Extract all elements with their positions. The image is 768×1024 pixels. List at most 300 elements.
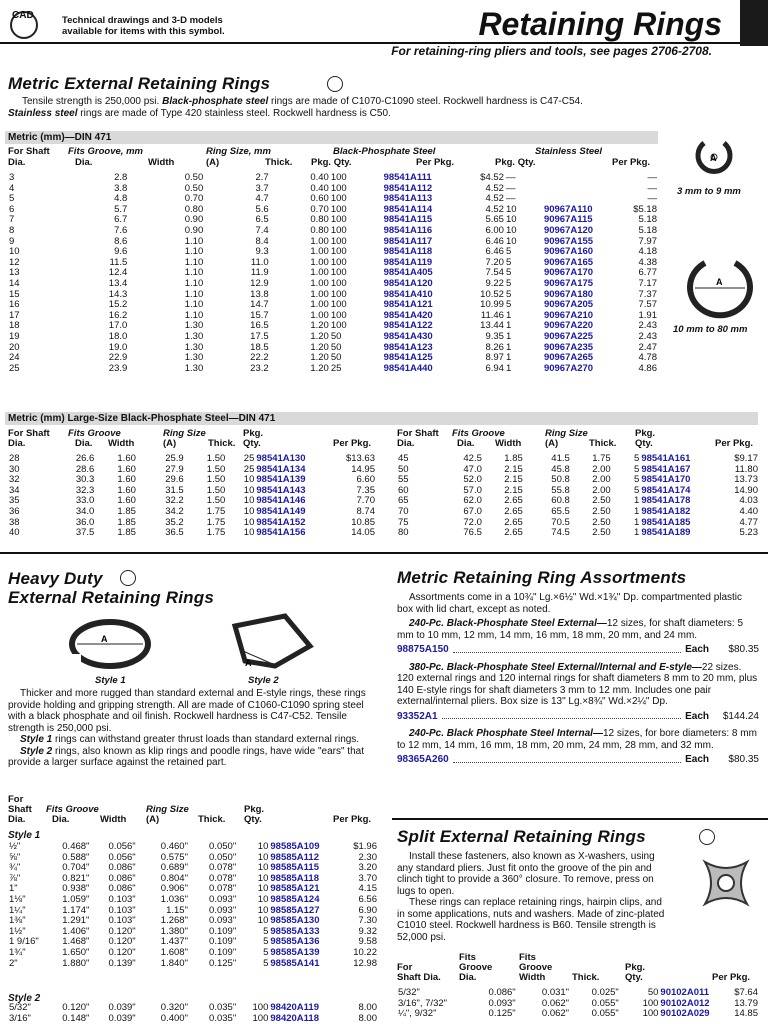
- assortment-item: [397, 728, 759, 766]
- part-number-link[interactable]: 98420A119: [270, 1002, 319, 1013]
- table-cell: 10: [505, 224, 517, 236]
- table-cell: 0.80: [310, 214, 329, 226]
- table-cell: 80: [398, 527, 409, 539]
- table-cell: 60: [398, 484, 409, 496]
- table-row: [397, 1009, 759, 1020]
- table-cell: 0.120": [108, 936, 136, 948]
- table-cell: 5: [505, 246, 512, 258]
- table-cell: 9.6: [114, 246, 128, 258]
- part-number-link[interactable]: 98541A120: [383, 277, 433, 289]
- table-cell: 0.804": [160, 872, 188, 884]
- table-cell: 19: [9, 330, 20, 342]
- table-cell: 1.50: [206, 453, 226, 464]
- table-cell: 4.40: [739, 505, 758, 517]
- table-cell: 12: [9, 256, 20, 268]
- table-cell: —: [505, 182, 516, 194]
- part-number-link[interactable]: 98420A118: [270, 1012, 319, 1024]
- table-cell: 0.103": [108, 893, 136, 905]
- table-cell: 0.70: [310, 203, 329, 215]
- table-cell: 4.52: [485, 182, 504, 194]
- table-cell: 35: [9, 495, 20, 507]
- table-cell: 0.035": [209, 1012, 237, 1024]
- part-number-link[interactable]: 98585A136: [270, 936, 320, 948]
- part-number-link[interactable]: 90967A165: [543, 256, 594, 268]
- table-cell: 23.9: [108, 362, 128, 374]
- assortment-name: 240-Pc. Black-Phosphate Steel External—: [409, 618, 607, 629]
- table-cell: 5/32": [9, 1002, 31, 1013]
- table-cell: 1.20: [310, 352, 329, 364]
- table-cell: 12.9: [250, 277, 269, 289]
- part-number-link[interactable]: 98585A115: [270, 862, 319, 874]
- part-number-link[interactable]: 98541A143: [256, 484, 306, 496]
- table-cell: 4.86: [638, 362, 657, 374]
- table-cell: 30.3: [75, 474, 95, 486]
- part-number-link[interactable]: 98541A174: [641, 484, 691, 496]
- each-label: Each: [685, 754, 709, 765]
- part-number-link[interactable]: 98541A113: [383, 193, 433, 205]
- table-cell: 11.9: [250, 267, 269, 279]
- large-size-bar: Metric (mm) Large-Size Black-Phosphate Steel—DIN 471: [5, 412, 758, 425]
- table-cell: 0.90: [184, 214, 204, 226]
- table-cell: 13: [9, 267, 20, 279]
- table-cell: 1¼": [9, 904, 26, 916]
- table-cell: 4.78: [638, 352, 657, 364]
- part-number-link[interactable]: [543, 173, 624, 184]
- table-cell: 7: [9, 214, 15, 226]
- style2-ring-image: [215, 606, 320, 676]
- table-row: [8, 507, 376, 518]
- part-number-link[interactable]: 98541A185: [641, 516, 691, 528]
- table-cell: 1 9/16": [9, 936, 39, 948]
- table-cell: —: [647, 193, 657, 205]
- table-cell: 18.0: [108, 330, 128, 342]
- table-cell: 1.50: [206, 474, 226, 486]
- large-right-header: For Shaft Dia. Fits Groove Dia. Width Ring Size (A) Thick. Pkg. Qty. Per Pkg.: [397, 428, 754, 449]
- part-number-link[interactable]: 98541A112: [383, 182, 433, 194]
- table-cell: 52.0: [463, 474, 482, 486]
- table-cell: 3.20: [358, 862, 377, 874]
- table-cell: 5: [634, 463, 640, 475]
- table-cell: 0.056": [108, 851, 136, 863]
- part-number-link[interactable]: 90102A011: [660, 987, 710, 998]
- part-number-link[interactable]: 90967A160: [543, 246, 594, 258]
- each-label: Each: [685, 644, 709, 655]
- table-cell: 14.95: [351, 463, 375, 475]
- table-cell: 74.5: [551, 527, 570, 539]
- table-cell: 0.086": [108, 883, 136, 895]
- table-cell: 0.056": [108, 841, 136, 852]
- part-number-link[interactable]: 98541A405: [383, 267, 433, 279]
- part-number-link[interactable]: 98541A115: [383, 214, 433, 226]
- style1-heading: Style 1: [8, 830, 41, 841]
- table-cell: 33.0: [75, 495, 95, 507]
- part-number-link[interactable]: 98585A121: [270, 883, 320, 895]
- table-cell: 7.20: [485, 256, 504, 268]
- table-cell: 0.821": [62, 872, 90, 884]
- table-cell: $4.52: [480, 172, 504, 183]
- table-cell: 100: [330, 203, 347, 215]
- table-cell: 10: [9, 246, 20, 258]
- table-row: [8, 496, 376, 507]
- part-number-link[interactable]: 98541A189: [641, 527, 691, 539]
- style2-label: Style 2: [248, 675, 279, 686]
- table-cell: 25: [243, 463, 255, 475]
- part-number-link[interactable]: 98541A430: [383, 330, 433, 342]
- part-number-link[interactable]: 90967A210: [543, 309, 594, 321]
- table-cell: 0.086": [108, 872, 136, 884]
- table-cell: 1.00: [310, 246, 329, 258]
- table-cell: 7.37: [638, 288, 657, 300]
- table-cell: 1: [505, 362, 512, 374]
- table-cell: 0.109": [209, 925, 237, 937]
- section-divider: [0, 552, 768, 554]
- part-number-link[interactable]: 98541A119: [383, 256, 433, 268]
- table-cell: 7.17: [638, 277, 657, 289]
- part-number-link[interactable]: 98365A260: [397, 754, 449, 765]
- style1-label: Style 1: [95, 675, 126, 686]
- part-number-link[interactable]: 98541A130: [256, 453, 306, 464]
- table-cell: 36: [9, 505, 20, 517]
- table-cell: 35.2: [165, 516, 184, 528]
- table-cell: 11.46: [480, 309, 504, 321]
- table-cell: 50: [398, 463, 409, 475]
- part-number-link[interactable]: 98541A117: [383, 235, 433, 247]
- table-cell: 70: [398, 505, 409, 517]
- part-number-link[interactable]: 98541A118: [383, 246, 433, 258]
- table-cell: 19.0: [108, 341, 128, 353]
- part-number-link[interactable]: 98541A161: [641, 453, 691, 464]
- cad-icon: [699, 829, 715, 845]
- table-cell: 10: [505, 203, 517, 215]
- table-cell: 0.050": [209, 851, 237, 863]
- table-cell: 72.0: [463, 516, 482, 528]
- table-cell: 100: [330, 309, 347, 321]
- part-number-link[interactable]: 98585A124: [270, 893, 320, 905]
- table-cell: 2.00: [592, 474, 611, 486]
- table-cell: 0.40: [310, 172, 329, 183]
- table-cell: 100: [330, 277, 347, 289]
- part-number-link[interactable]: 98585A139: [270, 946, 320, 958]
- large-right-table: [397, 454, 759, 539]
- table-cell: 1.437": [160, 936, 188, 948]
- table-cell: 34.0: [75, 505, 95, 517]
- table-cell: 2.50: [592, 505, 611, 517]
- table-cell: 100: [330, 193, 347, 205]
- table-cell: 8.00: [358, 1002, 377, 1013]
- table-cell: 14.7: [250, 299, 269, 311]
- table-cell: 0.320": [160, 1002, 188, 1013]
- part-number-link[interactable]: 98585A112: [270, 851, 319, 863]
- table-cell: 0.050": [209, 841, 237, 852]
- table-cell: 6.46: [485, 235, 504, 247]
- table-cell: 27.9: [165, 463, 184, 475]
- part-number-link[interactable]: 98541A139: [256, 474, 306, 486]
- table-cell: 1.30: [184, 320, 204, 332]
- table-cell: 13.44: [480, 320, 504, 332]
- table-cell: 1: [634, 516, 640, 528]
- assortments-title: Metric Retaining Ring Assortments: [397, 568, 687, 587]
- table-cell: 55: [398, 474, 409, 486]
- large-left-header: For Shaft Dia. Fits Groove Dia. Width Ring Size (A) Thick. Pkg. Qty. Per Pkg.: [8, 428, 372, 449]
- table-cell: 5: [505, 288, 512, 300]
- assortments-intro: Assortments come in a 10¾" Lg.×6½" Wd.×1¾" Dp. compartmented plastic box with lid chart, except as noted.: [397, 592, 743, 615]
- table-cell: 0.109": [209, 936, 237, 948]
- part-number-link[interactable]: 98585A127: [270, 904, 320, 916]
- part-number-link[interactable]: 98585A141: [270, 957, 320, 969]
- table-cell: 0.125": [209, 957, 237, 969]
- table-cell: 100: [252, 1002, 269, 1013]
- table-cell: 10: [257, 851, 269, 863]
- part-number-link[interactable]: 90967A235: [543, 341, 594, 353]
- table-cell: 1.036": [160, 893, 188, 905]
- table-cell: 13.4: [108, 277, 128, 289]
- table-cell: 8.4: [255, 235, 269, 247]
- part-number-link[interactable]: 98541A152: [256, 516, 306, 528]
- table-cell: 1.10: [184, 235, 204, 247]
- table-cell: 1.608": [160, 946, 188, 958]
- table-cell: 50.8: [551, 474, 570, 486]
- part-number-link[interactable]: 90967A180: [543, 288, 594, 300]
- table-cell: 10: [257, 841, 269, 852]
- assortment-name: 240-Pc. Black Phosphate Steel Internal—: [409, 728, 603, 739]
- table-cell: 1.174": [62, 904, 90, 916]
- table-cell: 0.139": [108, 957, 136, 969]
- table-cell: —: [505, 193, 516, 205]
- table-cell: 1.10: [184, 299, 204, 311]
- table-cell: 0.80: [184, 203, 204, 215]
- table-cell: 1½": [9, 925, 26, 937]
- table-cell: 2.30: [358, 851, 377, 863]
- table-cell: 65: [398, 495, 409, 507]
- table-cell: 4.52: [485, 193, 504, 205]
- table-cell: ¼", 9/32": [398, 1008, 437, 1020]
- table-cell: 100: [330, 224, 347, 236]
- table-cell: 0.031": [541, 987, 570, 998]
- part-number-link[interactable]: 90967A270: [543, 362, 594, 374]
- table-cell: 9.35: [485, 330, 504, 342]
- table-cell: 100: [330, 182, 347, 194]
- part-number-link[interactable]: 98541A156: [256, 527, 306, 539]
- table-cell: 0.460": [160, 841, 188, 852]
- table-cell: 0.039": [108, 1002, 136, 1013]
- table-cell: 1.30: [184, 352, 204, 364]
- svg-text:A: A: [716, 277, 723, 287]
- table-cell: 1.10: [184, 246, 204, 258]
- table-cell: 100: [330, 235, 347, 247]
- table-cell: 1: [634, 505, 640, 517]
- part-number-link[interactable]: 90967A155: [543, 235, 594, 247]
- page-subtitle: For retaining-ring pliers and tools, see pages 2706-2708.: [391, 44, 712, 58]
- part-number-link[interactable]: 98585A118: [270, 872, 319, 884]
- table-cell: 6.00: [485, 224, 504, 236]
- part-number-link[interactable]: [543, 184, 624, 195]
- table-row: [397, 454, 759, 465]
- part-number-link[interactable]: 98541A122: [383, 320, 433, 332]
- table-cell: 15: [9, 288, 20, 300]
- table-row: [8, 528, 376, 539]
- part-number-link[interactable]: 90102A029: [660, 1008, 710, 1020]
- svg-text:A: A: [101, 634, 108, 644]
- table-cell: 1: [634, 495, 640, 507]
- table-cell: 5: [505, 267, 512, 279]
- table-cell: 6.46: [485, 246, 504, 258]
- part-number-link[interactable]: 90967A220: [543, 320, 594, 332]
- table-cell: 13.73: [734, 474, 758, 486]
- table-cell: 5: [634, 474, 640, 486]
- part-number-link[interactable]: 98541A134: [256, 463, 306, 475]
- part-number-link[interactable]: 90967A205: [543, 299, 594, 311]
- table-cell: 22.9: [108, 352, 128, 364]
- table-cell: 1.50: [206, 463, 226, 475]
- part-number-link[interactable]: 98541A123: [383, 341, 433, 353]
- table-cell: 4.52: [485, 203, 504, 215]
- table-cell: 9.22: [485, 277, 504, 289]
- table-cell: 6.60: [356, 474, 375, 486]
- table-cell: 1.30: [184, 362, 204, 374]
- table-cell: 6.77: [638, 267, 657, 279]
- part-number-link[interactable]: 98541A410: [383, 288, 433, 300]
- table-cell: 5: [634, 484, 640, 496]
- part-number-link[interactable]: 98541A170: [641, 474, 691, 486]
- part-number-link[interactable]: 98875A150: [397, 644, 449, 655]
- table-cell: 100: [330, 288, 347, 300]
- part-number-link[interactable]: 98541A149: [256, 505, 306, 517]
- table-cell: 10.52: [480, 288, 504, 300]
- part-number-link[interactable]: 98541A178: [641, 495, 691, 507]
- cad-icon: [327, 76, 343, 92]
- table-cell: 11.0: [250, 256, 269, 268]
- table-cell: 7.4: [255, 224, 269, 236]
- table-cell: 1.50: [206, 484, 226, 496]
- table-cell: 2.47: [638, 341, 657, 353]
- large-ring-label: 10 mm to 80 mm: [673, 324, 748, 335]
- part-number-link[interactable]: 98585A130: [270, 915, 320, 927]
- table-cell: 14.05: [351, 527, 375, 539]
- table-cell: 13.8: [250, 288, 269, 300]
- table-cell: 0.062": [541, 1008, 570, 1020]
- table-cell: 14.90: [734, 484, 758, 496]
- table-cell: 76.5: [463, 527, 482, 539]
- table-cell: 0.148": [62, 1012, 90, 1024]
- page-title: Retaining Rings: [478, 6, 722, 42]
- style1-ring-image: [65, 614, 155, 674]
- table-cell: 2.00: [592, 463, 611, 475]
- table-cell: 2.43: [638, 330, 657, 342]
- table-cell: 1.10: [184, 277, 204, 289]
- part-number-link[interactable]: 90967A265: [543, 352, 594, 364]
- table-cell: 0.062": [541, 997, 570, 1009]
- table-cell: 36.0: [75, 516, 95, 528]
- table-cell: 29.6: [165, 474, 184, 486]
- table-row: [8, 895, 378, 906]
- table-cell: 0.689": [160, 862, 188, 874]
- table-cell: 5: [634, 453, 640, 464]
- part-number-link[interactable]: 90967A175: [543, 277, 594, 289]
- table-cell: 14: [9, 277, 20, 289]
- table-cell: 0.078": [209, 862, 237, 874]
- table-cell: 1.20: [310, 341, 329, 353]
- split-table-header: Fits Groove Dia. Fits Groove Width For Shaft Dia. Thick. Pkg. Qty. Per Pkg.: [397, 952, 751, 983]
- part-number-link[interactable]: 90967A110: [543, 203, 593, 215]
- table-cell: 17.5: [250, 330, 269, 342]
- table-cell: 60.8: [551, 495, 570, 507]
- part-number-link[interactable]: 98585A133: [270, 925, 320, 937]
- table-cell: 0.906": [160, 883, 188, 895]
- table-cell: 50: [330, 341, 342, 353]
- part-number-link[interactable]: 98541A116: [383, 224, 433, 236]
- table-cell: 0.078": [209, 872, 237, 884]
- table-cell: 100: [330, 172, 347, 183]
- part-number-link[interactable]: 90967A225: [543, 330, 594, 342]
- table-cell: 5.65: [485, 214, 504, 226]
- table-cell: $13.63: [345, 453, 375, 464]
- table-cell: 2": [9, 957, 18, 969]
- part-number-link[interactable]: 93352A1: [397, 710, 438, 722]
- part-number-link[interactable]: 98541A114: [383, 203, 433, 215]
- table-cell: 7.35: [356, 484, 375, 496]
- table-row: [8, 959, 378, 970]
- table-cell: 10.85: [351, 516, 375, 528]
- part-number-link[interactable]: 98541A121: [383, 299, 433, 311]
- part-number-link[interactable]: 98585A109: [270, 841, 320, 852]
- small-ring-label: 3 mm to 9 mm: [677, 186, 741, 197]
- table-cell: 1.268": [160, 915, 188, 927]
- table-cell: 0.086": [108, 862, 136, 874]
- part-number-link[interactable]: 98541A125: [383, 352, 433, 364]
- table-cell: 8.74: [356, 505, 375, 517]
- table-cell: 10: [257, 862, 269, 874]
- table-cell: 0.093": [488, 997, 516, 1009]
- part-number-link[interactable]: 90967A170: [543, 267, 594, 279]
- table-cell: 0.086": [488, 987, 516, 998]
- table-cell: 10: [257, 915, 269, 927]
- part-number-link[interactable]: 90967A115: [543, 214, 593, 226]
- part-number-link[interactable]: 98541A146: [256, 495, 306, 507]
- table-cell: 2.65: [504, 527, 523, 539]
- table-cell: 10: [243, 495, 255, 507]
- table-cell: 6: [9, 203, 15, 215]
- table-cell: 37.5: [75, 527, 95, 539]
- table-cell: 32.3: [75, 484, 95, 496]
- table-cell: 5: [505, 256, 512, 268]
- table-cell: 5/32": [398, 987, 420, 998]
- table-cell: 8.26: [485, 341, 504, 353]
- part-number-link[interactable]: 98541A182: [641, 505, 691, 517]
- part-number-link[interactable]: 90967A120: [543, 224, 594, 236]
- table-cell: 7.57: [638, 299, 657, 311]
- part-number-link[interactable]: 98541A420: [383, 309, 433, 321]
- table-cell: 14.3: [108, 288, 128, 300]
- table-cell: 6.7: [114, 214, 128, 226]
- part-number-link[interactable]: 90102A012: [660, 997, 710, 1009]
- table-cell: 5: [505, 277, 512, 289]
- table-cell: 100: [330, 256, 347, 268]
- part-number-link[interactable]: 98541A111: [383, 172, 432, 183]
- table-cell: $1.96: [353, 841, 377, 852]
- part-number-link[interactable]: 98541A440: [383, 362, 433, 374]
- table-cell: 1.00: [310, 256, 329, 268]
- table-cell: 1": [9, 883, 18, 895]
- table-cell: 1.00: [310, 299, 329, 311]
- table-cell: 4: [9, 182, 15, 194]
- table-cell: 2.50: [592, 495, 611, 507]
- table-cell: 8: [9, 224, 15, 236]
- table-cell: 1: [505, 330, 512, 342]
- each-label: Each: [685, 710, 709, 722]
- table-cell: 1.20: [310, 362, 329, 374]
- part-number-link[interactable]: 98541A167: [641, 463, 691, 475]
- table-cell: 9.32: [358, 925, 377, 937]
